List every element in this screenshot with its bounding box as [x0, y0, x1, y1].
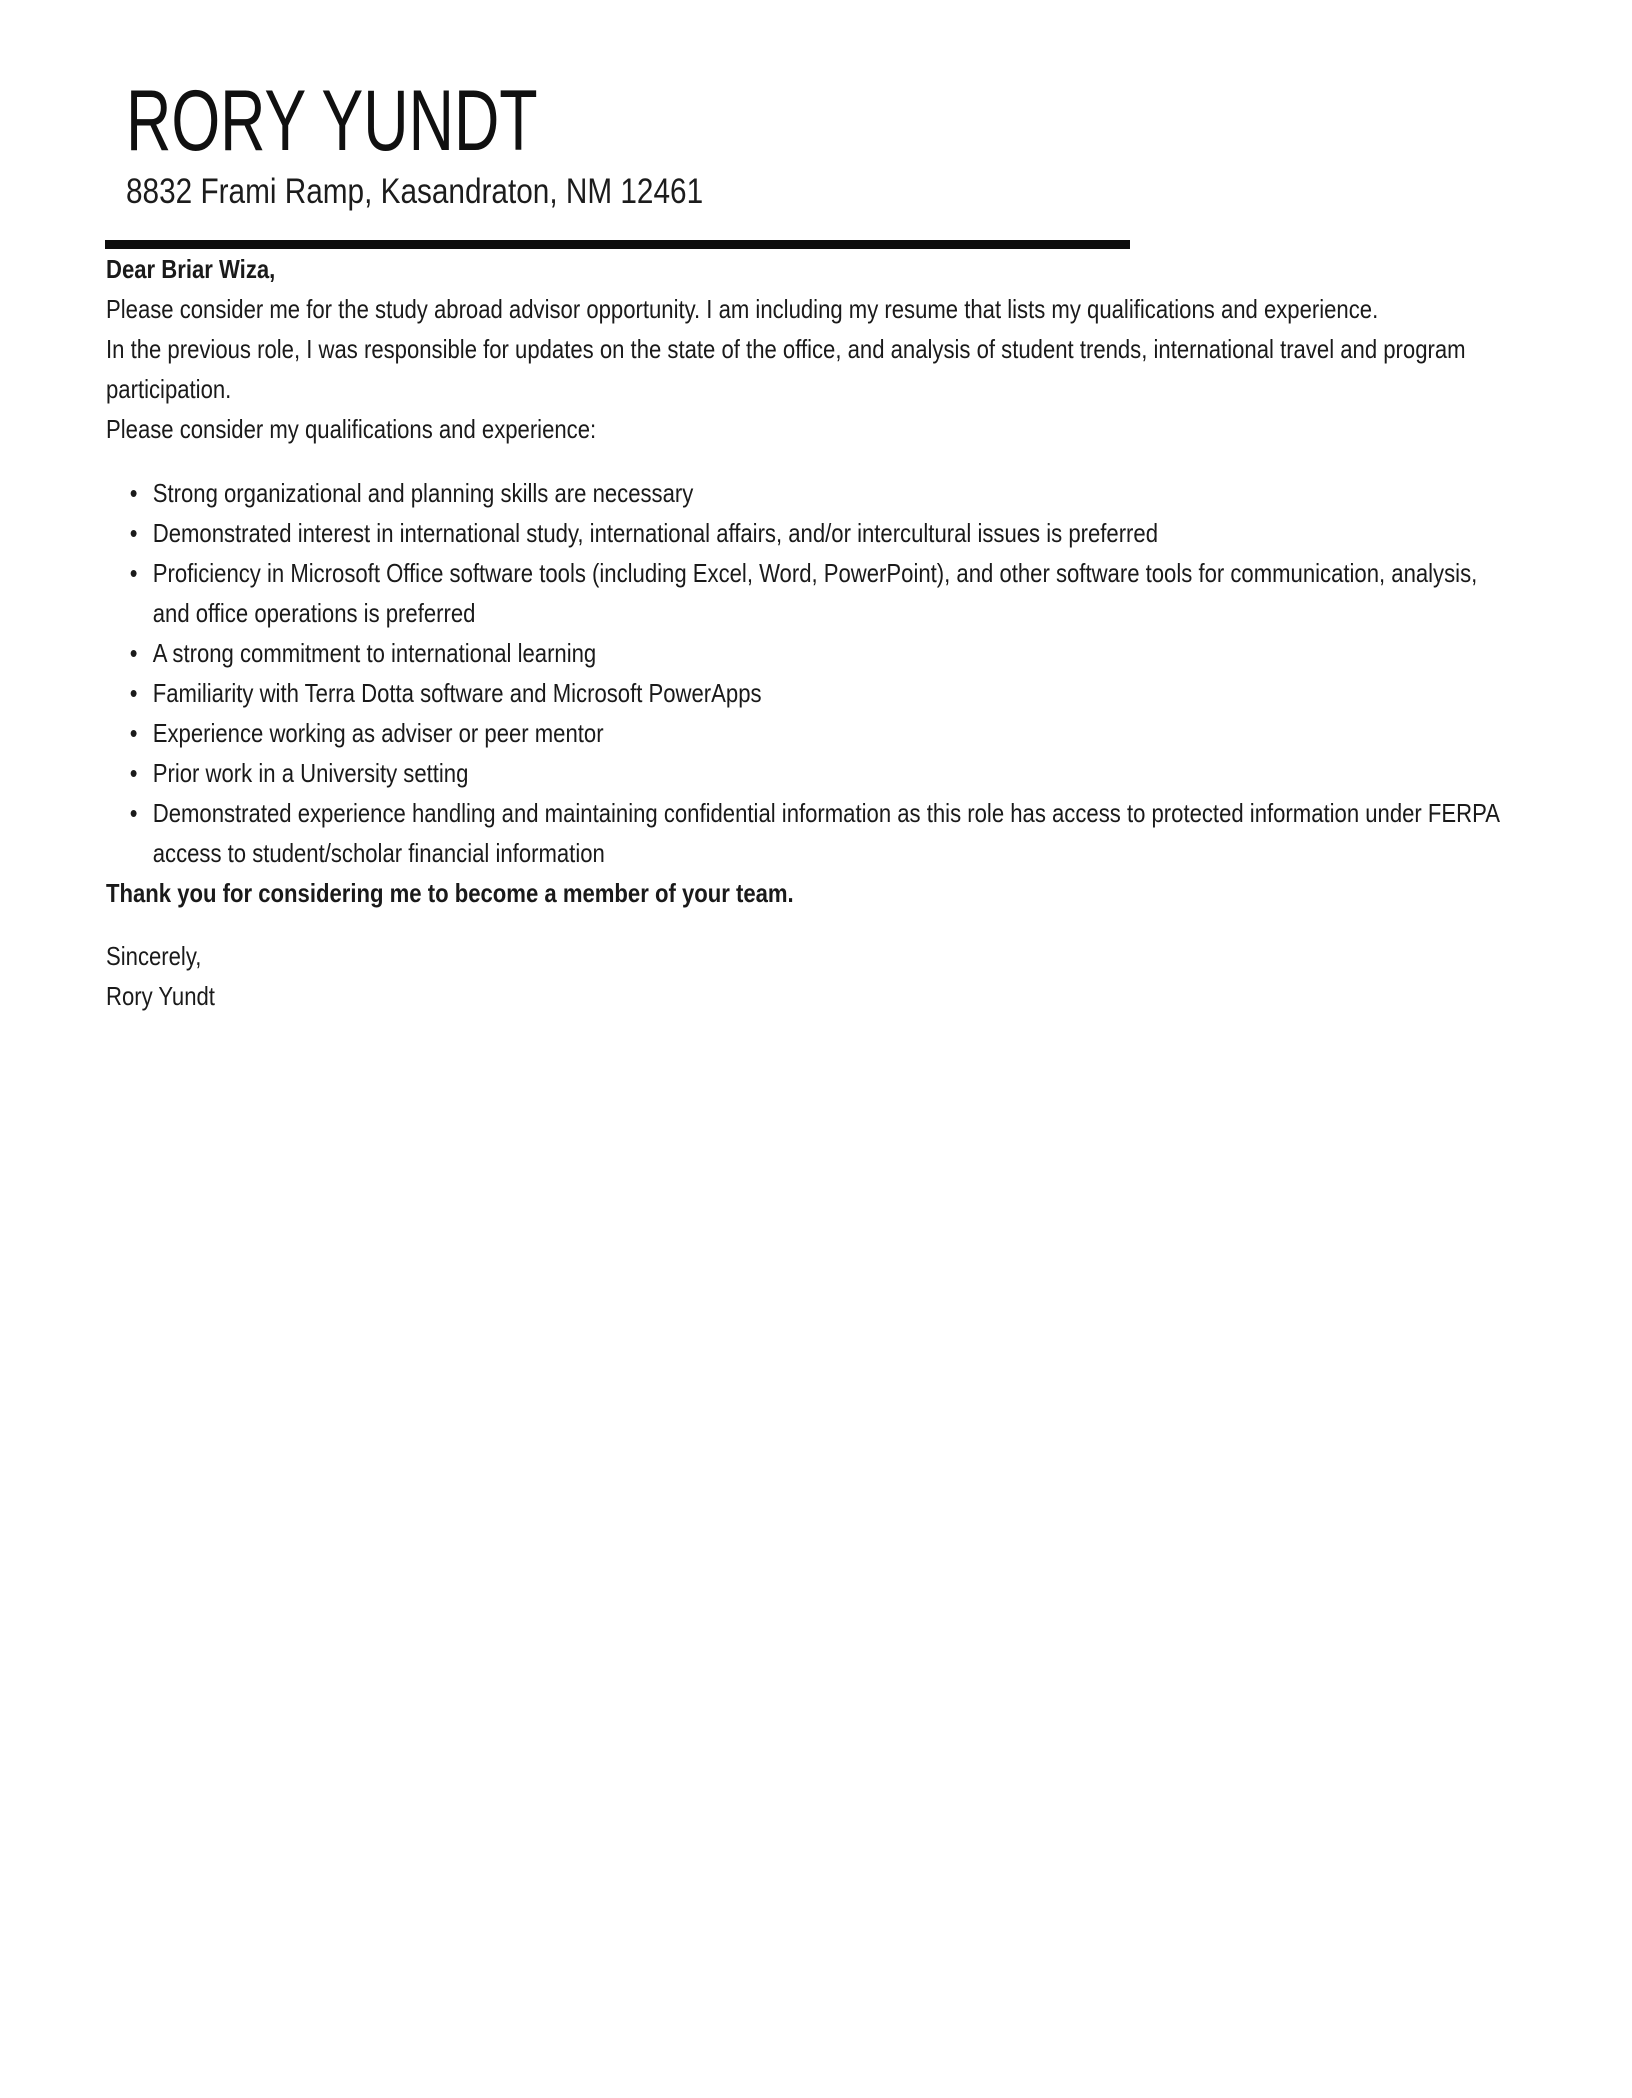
qualification-item: • Demonstrated interest in international study, international affairs, and/or intercultural issues is preferred — [153, 513, 1509, 553]
letterhead — [126, 73, 1632, 214]
qualification-item: • Demonstrated experience handling and maintaining confidential information as this role has access to protected information under FERPA access to student/scholar financial information — [153, 793, 1509, 873]
signoff: Sincerely, — [106, 941, 202, 971]
signature-name: Rory Yundt — [106, 981, 215, 1011]
qualifications-intro: Please consider my qualifications and experience: — [106, 414, 597, 444]
experience-paragraph: In the previous role, I was responsible for updates on the state of the office, and analysis of student trends, international travel and program participation. — [106, 334, 1466, 404]
signoff-block — [106, 936, 1509, 1016]
letter-body — [106, 249, 1509, 1016]
candidate-address: 8832 Frami Ramp, Kasandraton, NM 12461 — [126, 172, 704, 211]
header-divider — [105, 240, 1130, 249]
greeting: Dear Briar Wiza, — [106, 254, 276, 284]
candidate-name: RORY YUNDT — [126, 73, 538, 169]
letter-document — [0, 0, 1632, 1016]
qualifications-list — [106, 473, 1509, 873]
qualification-item: • A strong commitment to international learning — [153, 633, 1509, 673]
qualification-item: • Proficiency in Microsoft Office software tools (including Excel, Word, PowerPoint), and other software tools for communication, analysis, and office operations is preferred — [153, 553, 1509, 633]
intro-paragraph: Please consider me for the study abroad advisor opportunity. I am including my resume that lists my qualifications and experience. — [106, 294, 1379, 324]
qualification-item: • Strong organizational and planning skills are necessary — [153, 473, 1509, 513]
qualification-item: • Experience working as adviser or peer mentor — [153, 713, 1509, 753]
qualification-item: • Prior work in a University setting — [153, 753, 1509, 793]
qualification-item: • Familiarity with Terra Dotta software and Microsoft PowerApps — [153, 673, 1509, 713]
closing-statement: Thank you for considering me to become a member of your team. — [106, 878, 794, 908]
